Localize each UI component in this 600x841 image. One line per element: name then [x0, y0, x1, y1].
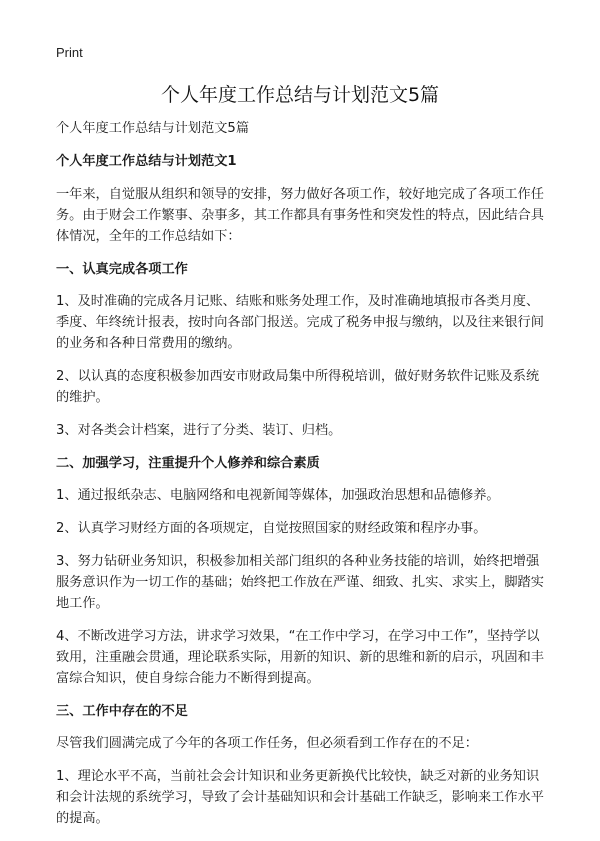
section-title: 个人年度工作总结与计划范文1: [56, 154, 237, 169]
paragraph: 3、努力钻研业务知识，积极参加相关部门组织的各种业务技能的培训，始终把增强服务意识作为一切工作的基础；始终把工作放在严谨、细致、扎实、求实上，脚踏实地工作。: [56, 554, 544, 611]
heading-1: 一、认真完成各项工作: [56, 262, 188, 277]
intro-paragraph: 一年来，自觉服从组织和领导的安排，努力做好各项工作，较好地完成了各项工作任务。由于财会工作繁事、杂事多，其工作都具有事务性和突发性的特点，因此结合具体情况，全年的工作总结如下：: [56, 187, 544, 244]
paragraph: 1、通过报纸杂志、电脑网络和电视新闻等媒体，加强政治思想和品德修养。: [56, 488, 500, 503]
heading-2: 二、加强学习，注重提升个人修养和综合素质: [56, 456, 320, 471]
paragraph: 尽管我们圆满完成了今年的各项工作任务，但必须看到工作存在的不足：: [56, 736, 478, 751]
print-link[interactable]: Print: [56, 45, 83, 60]
paragraph: 2、认真学习财经方面的各项规定，自觉按照国家的财经政策和程序办事。: [56, 521, 487, 536]
document-body: [56, 118, 551, 841]
paragraph: 1、理论水平不高，当前社会会计知识和业务更新换代比较快，缺乏对新的业务知识和会计法规的系统学习，导致了会计基础知识和会计基础工作缺乏，影响来工作水平的提高。: [56, 769, 544, 826]
paragraph: 4、不断改进学习方法，讲求学习效果，“在工作中学习，在学习中工作”，坚持学以致用，注重融会贯通，理论联系实际，用新的知识、新的思维和新的启示，巩固和丰富综合知识，使自身综合能力不断得到提高。: [56, 629, 544, 686]
document-subtitle: 个人年度工作总结与计划范文5篇: [56, 121, 250, 136]
paragraph: 2、以认真的态度积极参加西安市财政局集中所得税培训，做好财务软件记账及系统的维护。: [56, 369, 540, 405]
paragraph: 1、及时准确的完成各月记账、结账和账务处理工作，及时准确地填报市各类月度、季度、年终统计报表，按时向各部门报送。完成了税务申报与缴纳，以及往来银行间的业务和各种日常费用的缴纳。: [56, 294, 544, 351]
page-title: 个人年度工作总结与计划范文5篇: [160, 84, 440, 106]
heading-3: 三、工作中存在的不足: [56, 704, 188, 719]
paragraph: 3、对各类会计档案，进行了分类、装订、归档。: [56, 423, 342, 438]
